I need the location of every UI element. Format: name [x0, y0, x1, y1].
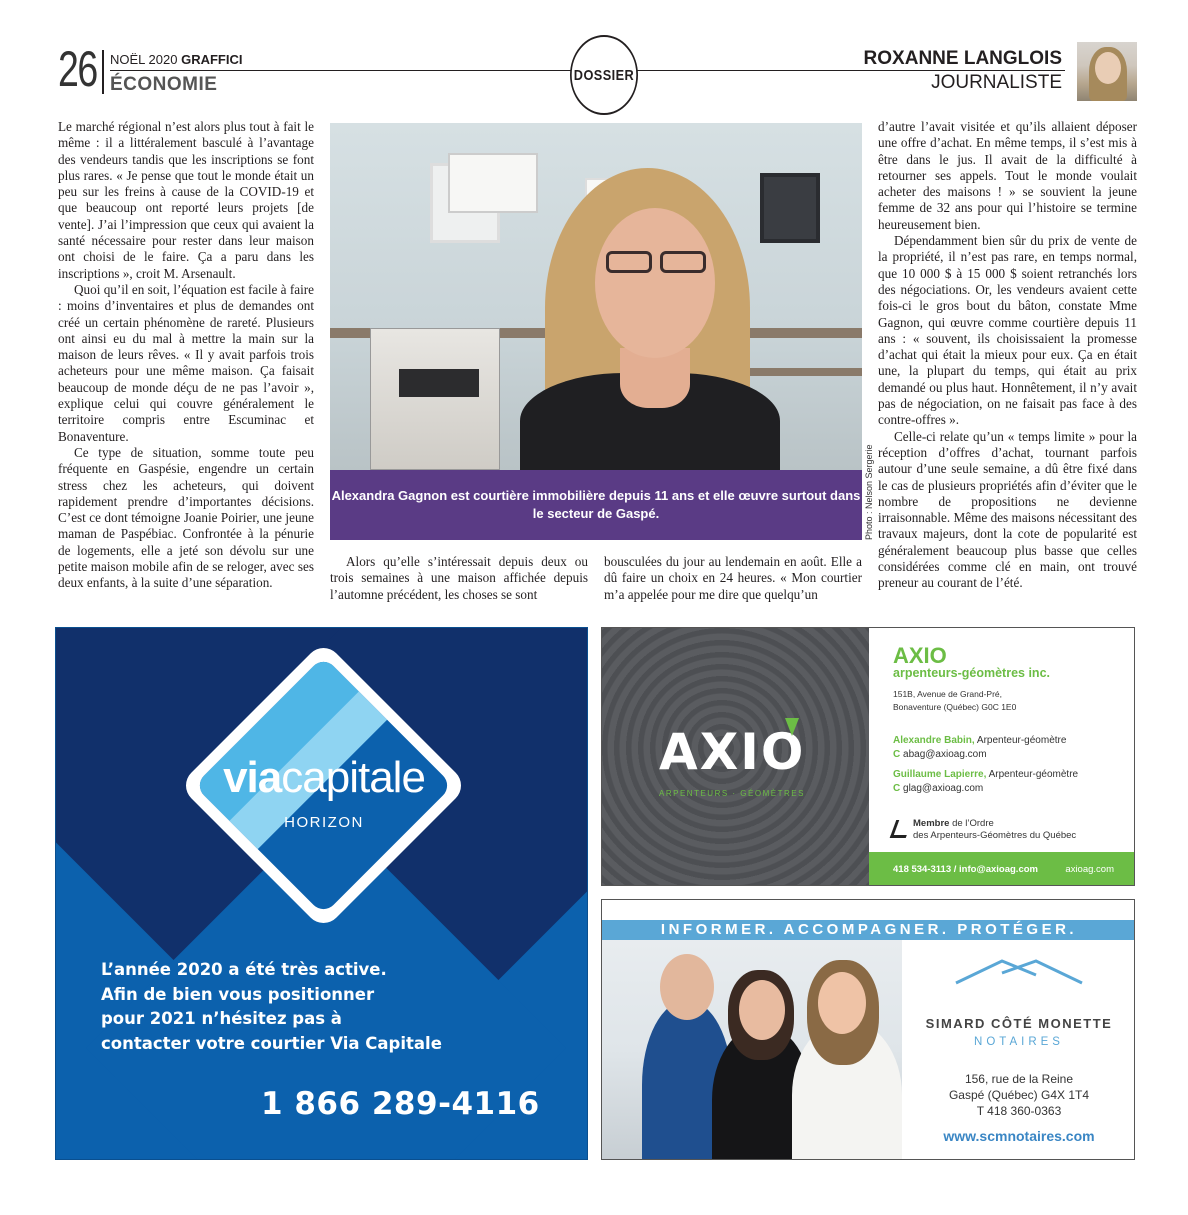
- axio-address: 151B, Avenue de Grand-Pré, Bonaventure (Québec) G0C 1E0: [893, 689, 1017, 712]
- paragraph: Dépendamment bien sûr du prix de vente de la propriété, il n’est pas rare, en temps normal, que 10 000 $ à 15 000 $ soient retranchés lors des négociations. Or, les vendeurs avaient cette fois-ci le gros bout du bâton, constate Mme Gagnon, qui œuvre comme courtière depuis 11 ans : « souvent, ils choisissaient la promesse d’achat qui était la mieux pour eux. Ça en était une, la plupart du temps, qui était au prix demandé ou plus haut. Honnêtement, il n’y avait pas de négociation, on ne faisait pas face à des contre-offres ».: [878, 233, 1137, 428]
- scm-address: 156, rue de la Reine Gaspé (Québec) G4X 1T4 T 418 360-0363: [902, 1071, 1135, 1119]
- email-link[interactable]: abag@axioag.com: [900, 749, 987, 760]
- axio-brand: AXIO: [893, 643, 947, 668]
- publication-name: GRAFFICI: [181, 52, 243, 67]
- contact-lapierre: Guillaume Lapierre, Arpenteur-géomètre C glag@axioag.com: [893, 769, 1079, 794]
- paragraph: Alors qu’elle s’intéressait depuis deux ou trois semaines à une maison affichée depuis l’automne précédent, les choses se sont: [330, 554, 588, 602]
- scm-phone[interactable]: T 418 360-0363: [976, 1104, 1062, 1118]
- paragraph: bousculées du jour au lendemain en août. Elle a dû faire un choix en 24 heures. « Mon courtier m’a appelée pour me dire que quelqu’un: [604, 554, 862, 602]
- section-title: ÉCONOMIE: [110, 74, 218, 95]
- issue-date: NOËL 2020: [110, 52, 178, 67]
- via-capitale-subtitle: HORIZON: [284, 814, 364, 831]
- contact-babin: Alexandre Babin, Arpenteur-géomètre C abag@axioag.com: [893, 735, 1067, 760]
- scm-website[interactable]: www.scmnotaires.com: [943, 1128, 1095, 1144]
- article-column-2: [330, 554, 588, 603]
- photo-caption: Alexandra Gagnon est courtière immobilière depuis 11 ans et elle œuvre surtout dans le secteur de Gaspé.: [330, 470, 862, 540]
- author-photo: [1077, 42, 1137, 101]
- paragraph: d’autre l’avait visitée et qu’ils allaient déposer une offre d’achat. En même temps, il s’est mis à être dans le jus. Il avait de la difficulté à retourner ses appels. Tout le monde voulait acheter des maisons ! » se souvient la jeune femme de 32 ans pour qui l’histoire se termine heureusement bien.: [878, 119, 1137, 232]
- header-divider: [102, 50, 104, 94]
- notaires-photo: [602, 940, 902, 1160]
- axio-website[interactable]: axioag.com: [1065, 864, 1114, 875]
- axio-ad[interactable]: [601, 627, 1135, 886]
- scm-notaires-ad[interactable]: [601, 899, 1135, 1160]
- author-role: JOURNALISTE: [931, 72, 1062, 93]
- via-message: L’année 2020 a été très active. Afin de bien vous positionner pour 2021 n’hésitez pas à contacter votre courtier Via Capitale: [101, 960, 442, 1053]
- article-photo: [330, 123, 862, 470]
- axio-info-panel: [869, 628, 1135, 886]
- axio-logo: AXIO: [659, 723, 806, 781]
- dossier-badge: DOSSIER: [570, 35, 638, 115]
- page-number: 26: [58, 41, 97, 97]
- via-capitale-logo: viacapitale: [223, 753, 425, 802]
- article-column-3: [604, 554, 862, 603]
- email-link[interactable]: glag@axioag.com: [900, 783, 984, 794]
- axio-phone-email[interactable]: 418 534-3113 / info@axioag.com: [893, 864, 1038, 875]
- checkmark-icon: [785, 718, 799, 736]
- scm-firm-name: SIMARD CÔTÉ MONETTE: [925, 1016, 1113, 1031]
- paragraph: Quoi qu’il en soit, l’équation est facile à faire : moins d’inventaires et plus de demandes ont créé un certain phénomène de rareté. Plusieurs ont ainsi eu du mal à mettre la main sur la maison de leurs rêves. « Il y avait parfois trois acheteurs pour une même maison. Ça faisait beaucoup de monde déçu de ne pas l’avoir », explique celui qui couvre généralement le territoire compris entre Escuminac et Bonaventure.: [58, 281, 314, 444]
- axio-membership: Membre de l’Ordre des Arpenteurs-Géomètres du Québec: [913, 818, 1077, 841]
- article-column-1: [58, 119, 314, 592]
- photo-credit: Photo : Nelson Sergerie: [864, 444, 874, 540]
- axio-logo-panel: [602, 628, 869, 886]
- article-column-4: [878, 119, 1137, 592]
- paragraph: Le marché régional n’est alors plus tout à fait le même : il a littéralement basculé à l’avantage des vendeurs tandis que les inscriptions se font plus rares. « Je pense que tout le monde était un peu sur les freins à cause de la COVID-19 et que beaucoup ont reporté leurs projets [de vente]. J’ai l’impression que ceux qui avaient la santé nécessaire pour rester dans leur maison ont choisi de le faire. Ça a paru dans les inscriptions », croit M. Arsenault.: [58, 119, 314, 281]
- paragraph: Ce type de situation, somme toute peu fréquente en Gaspésie, engendre un certain stress chez les acheteurs, qui doivent rapidement prendre d’importantes décisions. C’est ce dont témoigne Joanie Poirier, une jeune maman de Paspébiac. Confrontée à la pénurie de logements, elle a jeté son dévolu sur une petite maison mobile afin de se reloger, avec ses deux enfants, à la suite d’une séparation.: [58, 444, 314, 591]
- axio-logo-subtitle: ARPENTEURS · GÉOMÈTRES: [659, 789, 805, 798]
- axio-brand-subtitle: arpenteurs-géomètres inc.: [893, 666, 1050, 680]
- axio-contact-bar: [869, 852, 1135, 886]
- scm-banner: INFORMER. ACCOMPAGNER. PROTÉGER.: [602, 920, 1135, 940]
- via-capitale-ad[interactable]: [55, 627, 588, 1160]
- scm-firm-type: NOTAIRES: [974, 1036, 1064, 1048]
- via-phone[interactable]: 1 866 289-4116: [261, 1086, 540, 1122]
- ordre-logo-icon: [890, 820, 913, 838]
- roof-logo-icon: [954, 957, 1084, 985]
- paragraph: Celle-ci relate qu’un « temps limite » pour la réception d’offres d’achat, tournant parfois autour d’une seule semaine, a dû être fixé dans le cas de plusieurs propriétés afin d’éviter que le nombre de propositions ne devienne irraisonnable. Même des maisons nécessitant des travaux majeurs, dont la cote de popularité est généralement beaucoup plus basse que celles considérées comme clé en main, ont trouvé preneur au courant de l’été.: [878, 428, 1137, 591]
- author-name: ROXANNE LANGLOIS: [863, 48, 1062, 69]
- issue-line: [110, 52, 242, 67]
